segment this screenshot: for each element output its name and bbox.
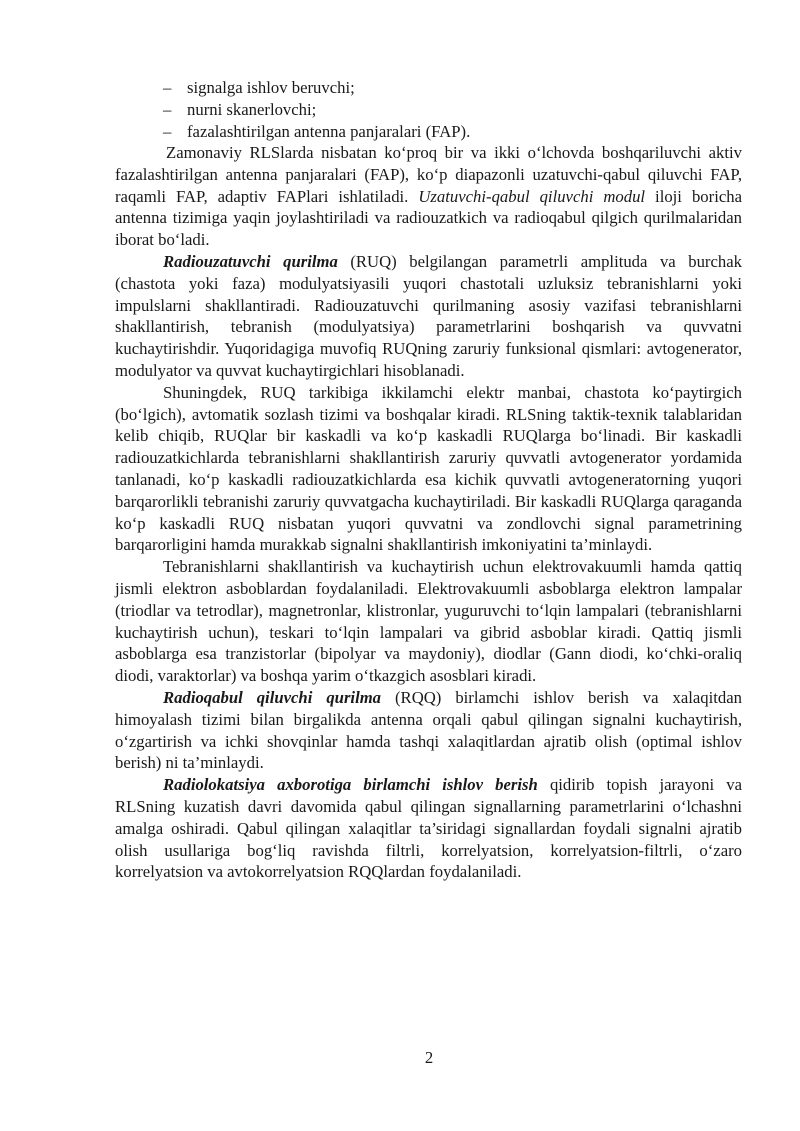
- paragraph-transmitter: [115, 251, 742, 382]
- paragraph-text: Zamonaviy RLSlarda nisbatan ko‘proq bir va ikki o‘lchovda boshqariluvchi aktiv fazalashtirilgan antenna panjaralari (FAP), ko‘p diapazonli uzatuvchi-qabul qiluvchi FAP, raqamli FAP, adaptiv FAPlari ishlatiladi.: [115, 143, 742, 206]
- bullet-list: [163, 77, 723, 142]
- paragraph-text: iloji boricha antenna tizimiga yaqin joylashtiriladi va radiouzatkich va radioqabul qilgich qurilmalaridan iborat bo‘ladi.: [115, 186, 742, 250]
- paragraph-text: (RQQ) birlamchi ishlov berish va xalaqitdan himoyalash tizimi bilan birgalikda antenna orqali qabul qilingan signalni kuchaytirish, o‘zgartirish va ichki shovqinlar hamda tashqi xalaqitlardan ajratib olish (optimal ishlov berish) ni ta’minlaydi.: [115, 687, 742, 773]
- paragraph-primary-processing: [115, 774, 742, 883]
- paragraph-text: Tebranishlarni shakllantirish va kuchaytirish uchun elektrovakuumli hamda qattiq jismli elektron asboblardan foydalaniladi. Elektrovakuumli asboblarga elektron lampalar (triodlar va tetrodlar), magnetronlar, klistronlar, yuguruvchi to‘lqin lampalari (tebranishlarni kuchaytirish uchun), teskari to‘lqin lampalari va gibrid asboblar kiradi. Qattiq jismli asboblarga esa tranzistorlar (bipolyar va maydoniy), diodlar (Gann diodi, ko‘chki-oraliq diodi, varaktorlar) va boshqa yarim o‘tkazgich asosblari kiradi.: [115, 557, 742, 686]
- term-primary-processing: Radiolokatsiya axborotiga birlamchi ishlov berish: [163, 775, 538, 795]
- list-item: [163, 99, 723, 121]
- page-number: 2: [424, 1048, 434, 1067]
- paragraph-devices: [115, 556, 742, 687]
- list-dash: –: [163, 78, 172, 97]
- list-item-text: nurni skanerlovchi;: [187, 99, 317, 119]
- list-item: [163, 77, 723, 99]
- term-transmitter: Radiouzatuvchi qurilma: [163, 251, 338, 271]
- list-dash: –: [163, 99, 172, 119]
- list-dash: –: [163, 121, 172, 141]
- body-text: [115, 142, 742, 883]
- paragraph-text: Shuningdek, RUQ tarkibiga ikkilamchi elektr manbai, chastota ko‘paytirgich (bo‘lgich), avtomatik sozlash tizimi va boshqalar kiradi. RLSning taktik-texnik talablaridan kelib chiqib, RUQlar bir kaskadli va ko‘p kaskadli RUQlarga bo‘linadi. Bir kaskadli radiouzatkichlarda tebranishlarni shakllantirish zaruriy quvvatli avtogenerator yordamida tanlanadi, ko‘p kaskadli radiouzatkichlarda esa kichik quvvatli avtogeneratorning yuqori barqarorlikli tebranishi zaruriy quvvatgacha kuchaytiriladi. Bir kaskadli RUQlarga qaraganda ko‘p kaskadli RUQ nisbatan yuqori quvvatni va zondlovchi signal parametrining barqarorligini hamda murakkab signalni shakllantirish imkoniyatini ta’minlaydi.: [115, 382, 742, 555]
- paragraph-ruq-composition: [115, 382, 742, 556]
- paragraph-receiver: [115, 687, 742, 774]
- list-item-text: signalga ishlov beruvchi;: [187, 78, 355, 97]
- paragraph-text: qidirib topish jarayoni va RLSning kuzatish davri davomida qabul qilingan signallarning parametrlarini o‘lchashni amalga oshiradi. Qabul qilingan xalaqitlar ta’siridagi signallardan foydali signalni ajratib olish usullariga bog‘liq ravishda filtrli, korrelyatsion, korrelyatsion-filtrli, o‘zaro korrelyatsion va avtokorrelyatsion RQQlardan foydalaniladi.: [115, 775, 742, 882]
- list-item-text: fazalashtirilgan antenna panjaralari (FAP).: [187, 121, 471, 141]
- term-receiver: Radioqabul qiluvchi qurilma: [163, 687, 382, 707]
- paragraph-text: (RUQ) belgilangan parametrli amplituda va burchak (chastota yoki faza) modulyatsiyasili yuqori chastotali uzluksiz tebranishlarni yoki impulslarni shakllantiradi. Radiouzatuvchi qurilmaning asosiy vazifasi tebranishlarni shakllantirish, tebranish (modulyatsiya) parametrlarini boshqarish va quvvatni kuchaytirishdir. Yuqoridagiga muvofiq RUQning zaruriy funksional qismlari: avtogenerator, modulyator va quvvat kuchaytirgichlari hisoblanadi.: [115, 251, 742, 380]
- paragraph-modern-rls: [115, 142, 742, 251]
- list-item: [163, 121, 723, 143]
- emphasis-module: Uzatuvchi-qabul qiluvchi modul: [418, 186, 646, 206]
